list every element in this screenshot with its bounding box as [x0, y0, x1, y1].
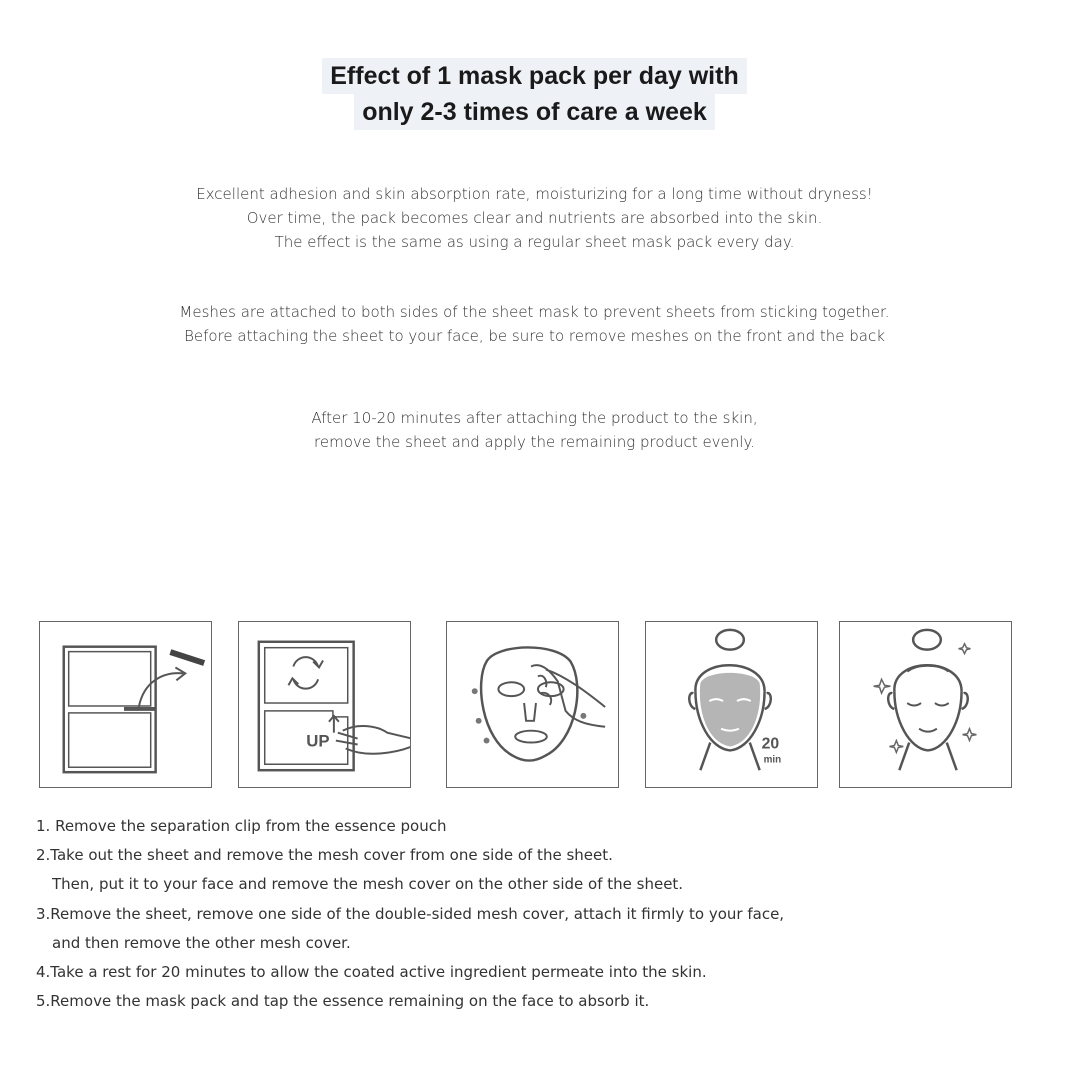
- timing-note-line: remove the sheet and apply the remaining product evenly.: [314, 433, 755, 451]
- timer-unit: min: [763, 754, 782, 766]
- timing-note-line: After 10-20 minutes after attaching the product to the skin,: [311, 409, 758, 427]
- step-line-1: 1. Remove the separation clip from the essence pouch: [36, 817, 447, 835]
- face-mask-icon: [646, 622, 817, 787]
- intro-paragraph: [0, 182, 1069, 254]
- step-line-2: 2.Take out the sheet and remove the mesh cover from one side of the sheet.: [36, 846, 613, 865]
- intro-line: Excellent adhesion and skin absorption rate, moisturizing for a long time without dryness!: [196, 185, 873, 203]
- step1-illustration: [39, 621, 212, 788]
- pouch-clip-icon: [40, 622, 211, 787]
- mesh-note-line: Before attaching the sheet to your face, be sure to remove meshes on the front and the back: [184, 327, 885, 345]
- page-title: [0, 58, 1069, 130]
- step-line-5: 5.Remove the mask pack and tap the essence remaining on the face to absorb it.: [36, 992, 650, 1011]
- step2-illustration: [238, 621, 411, 788]
- intro-line: The effect is the same as using a regular sheet mask pack every day.: [274, 233, 795, 251]
- step-line-3: 3.Remove the sheet, remove one side of the double-sided mesh cover, attach it firmly to your face,: [36, 904, 785, 923]
- step4-illustration: [645, 621, 818, 788]
- title-line-1: Effect of 1 mask pack per day with: [322, 58, 746, 94]
- mesh-note-line: Meshes are attached to both sides of the sheet mask to prevent sheets from sticking together.: [179, 303, 890, 321]
- title-line-2: only 2-3 times of care a week: [354, 94, 715, 130]
- instruction-steps: [36, 812, 1036, 1016]
- intro-line: Over time, the pack becomes clear and nutrients are absorbed into the skin.: [246, 209, 823, 227]
- step-line-4: 4.Take a rest for 20 minutes to allow the coated active ingredient permeate into the skin.: [36, 963, 707, 982]
- timer-value: 20: [761, 735, 780, 753]
- step-line-2-continued: Then, put it to your face and remove the mesh cover on the other side of the sheet.: [52, 875, 684, 894]
- glowing-face-icon: [840, 622, 1011, 787]
- step3-illustration: [446, 621, 619, 788]
- mesh-note-paragraph: [0, 300, 1069, 348]
- pouch-rotate-icon: [239, 622, 410, 787]
- timing-note-paragraph: [0, 406, 1069, 454]
- mask-sheet-icon: [447, 622, 618, 787]
- step-line-3-continued: and then remove the other mesh cover.: [52, 933, 351, 952]
- up-label: UP: [306, 731, 330, 751]
- step5-illustration: [839, 621, 1012, 788]
